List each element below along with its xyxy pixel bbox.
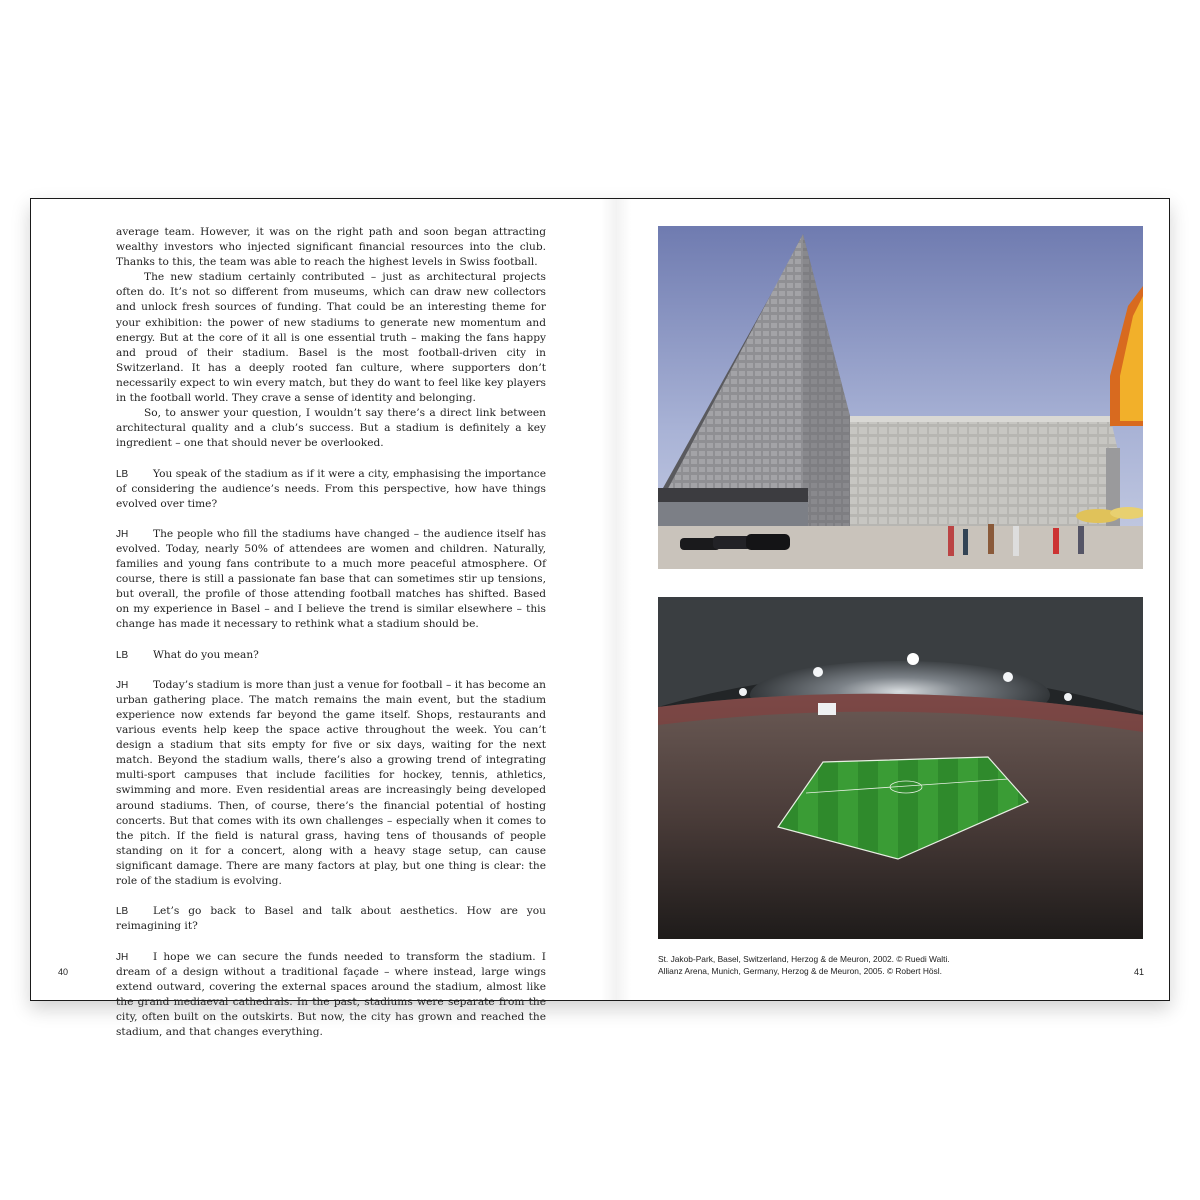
speaker-label: LB [116, 468, 129, 480]
book-spread [30, 198, 1170, 1038]
paragraph-text: What do you mean? [153, 648, 259, 661]
paragraph: average team. However, it was on the right path and soon began attracting wealthy investors who injected significant financial resources into the club. Thanks to this, the team was able to reach the highest levels in Swiss football. [116, 226, 546, 269]
question-paragraph [116, 467, 546, 512]
caption-stadium-interior: Allianz Arena, Munich, Germany, Herzog & de Meuron, 2005. © Robert Hösl. [658, 966, 942, 976]
paragraph-text: I hope we can secure the funds needed to transform the stadium. I dream of a design without a traditional façade – where instead, large wings extend outward, covering the external spaces around the stadium, almost like the grand mediaeval cathedrals. In the past, stadiums were separate from the city, often built on the outskirts. But now, the city has grown and reached the stadium, and that changes everything. [116, 950, 546, 1038]
speaker-label: LB [116, 906, 129, 918]
interview-text-column [116, 225, 546, 1040]
answer-paragraph [116, 527, 546, 633]
stadium-interior-illustration [658, 597, 1143, 939]
answer-paragraph [116, 678, 546, 889]
question-paragraph [116, 904, 546, 934]
page-fold [601, 199, 631, 1000]
speaker-label: LB [116, 649, 129, 661]
paragraph: So, to answer your question, I wouldn’t say there’s a direct link between architectural quality and a club’s success. But a stadium is definitely a key ingredient – one that should never be overlooked. [116, 407, 546, 450]
speaker-label: JH [116, 951, 129, 963]
paragraph-text: The people who fill the stadiums have changed – the audience itself has evolved. Today, nearly 50% of attendees are women and children. Naturally, families and young fans contribute to a much more peaceful atmosphere. Of course, there is still a passionate fan base that can sometimes stir up tensions, but overall, the profile of those attending football matches has shifted. Based on my experience in Basel – and I believe the trend is similar elsewhere – this change has made it necessary to rethink what a stadium should be. [116, 527, 546, 631]
speaker-label: JH [116, 528, 129, 540]
stadium-interior-photo [658, 597, 1143, 939]
page-number-left: 40 [58, 967, 69, 977]
page-number-right: 41 [1134, 967, 1145, 977]
caption-stadium-exterior: St. Jakob-Park, Basel, Switzerland, Herzog & de Meuron, 2002. © Ruedi Walti. [658, 954, 950, 964]
paragraph-text: Today’s stadium is more than just a venue for football – it has become an urban gathering place. The match remains the main event, but the stadium experience now extends far beyond the game itself. Shops, restaurants and various events help keep the space active throughout the week. You can’t design a stadium that sits empty for five or six days, waiting for the next match. Beyond the stadium walls, there’s also a growing trend of integrating multi-sport campuses that include facilities for hockey, tennis, athletics, swimming and more. Even residential areas are increasingly being developed around stadiums. Then, of course, there’s the financial potential of hosting concerts. But that comes with its own challenges – especially when it comes to the pitch. If the field is natural grass, having tens of thousands of people standing on it for a concert, along with a heavy stage setup, can cause significant damage. There are many factors at play, but one thing is clear: the role of the stadium is evolving. [116, 678, 546, 888]
answer-paragraph [116, 950, 546, 1041]
stadium-exterior-photo [658, 226, 1143, 569]
speaker-label: JH [116, 679, 129, 691]
paragraph-text: Let’s go back to Basel and talk about aesthetics. How are you reimagining it? [116, 905, 546, 933]
paragraph-text: You speak of the stadium as if it were a city, emphasising the importance of considering the audience’s needs. From this perspective, how have things evolved over time? [116, 467, 546, 510]
paragraph: The new stadium certainly contributed – just as architectural projects often do. It’s not so different from museums, which can draw new collectors and unlock fresh sources of funding. That could be an interesting theme for your exhibition: the power of new stadiums to generate new momentum and energy. But at the core of it all is one essential truth – making the fans happy and proud of their stadium. Basel is the most football-driven city in Switzerland. It has a deeply rooted fan culture, where supporters don’t necessarily expect to win every match, but they do want to feel like key players in the football world. They crave a sense of identity and belonging. [116, 271, 546, 405]
question-paragraph [116, 648, 546, 663]
stadium-exterior-illustration [658, 226, 1143, 569]
photo-captions [658, 953, 950, 977]
